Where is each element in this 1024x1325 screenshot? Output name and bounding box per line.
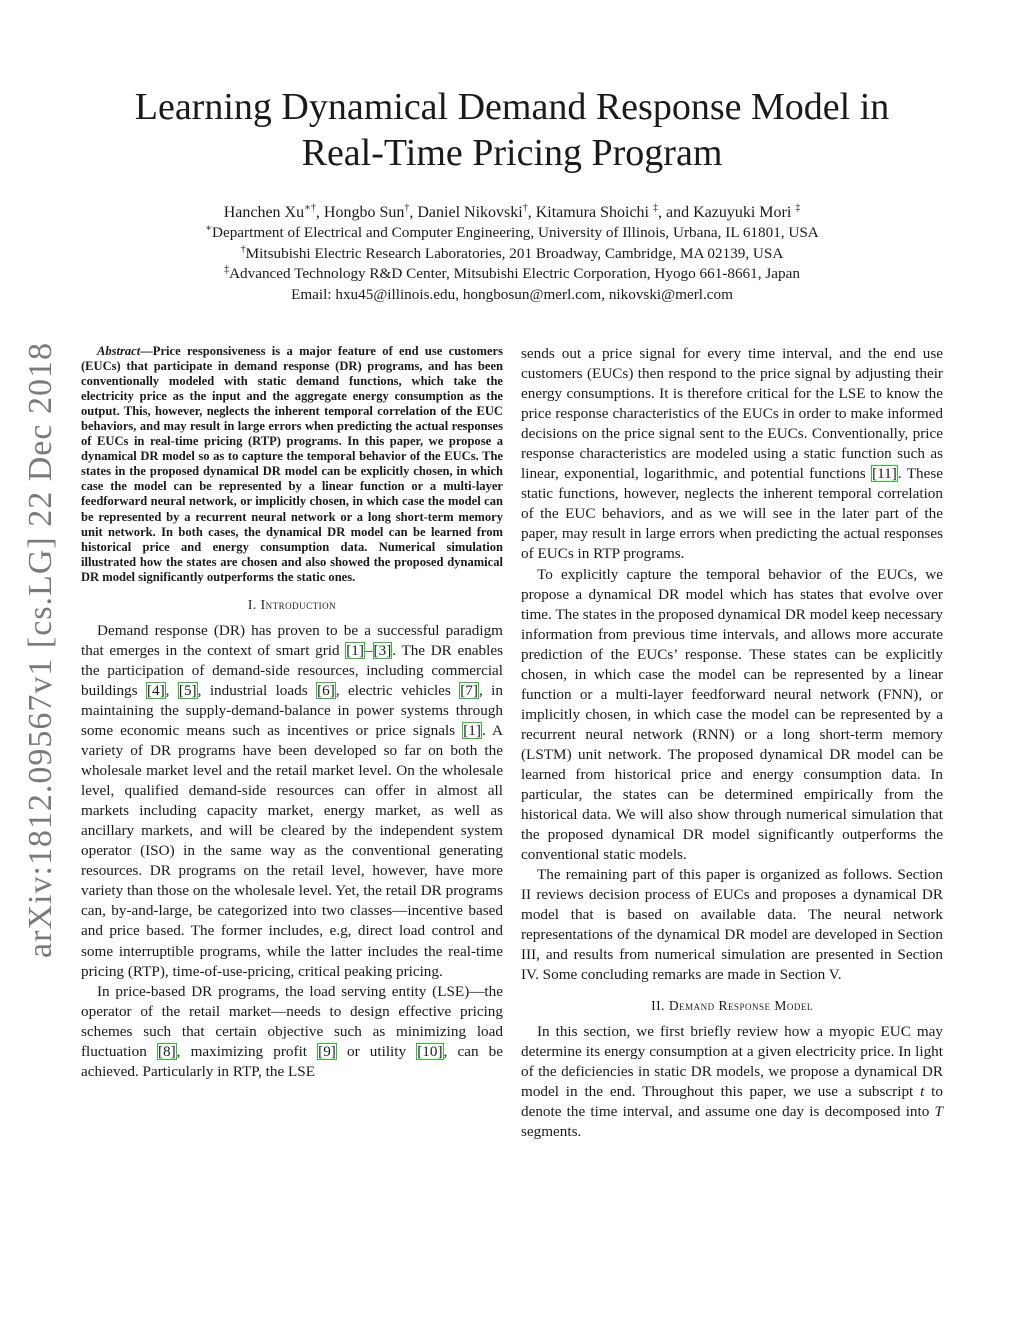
author-name: , Hongbo Sun (315, 204, 405, 221)
author-name: Hanchen Xu (223, 204, 305, 221)
author-list (80, 202, 944, 223)
intro-paragraph-2 (81, 982, 503, 1082)
text-run: to denote the time interval, and assume one day is decomposed into (521, 1082, 943, 1120)
email-line: Email: hxu45@illinois.edu, hongbosun@merl.com, nikovski@merl.com (291, 285, 733, 303)
text-run: , in maintaining the supply-demand-balance in power systems through some economic means such as incentives or price signals (81, 681, 503, 739)
citation-link[interactable]: [9] (318, 1042, 336, 1060)
arxiv-sidebar (6, 342, 76, 958)
math-variable: t (920, 1082, 925, 1100)
paper-header (80, 84, 944, 305)
affiliation-1 (80, 223, 944, 244)
title-line-1: Learning Dynamical Demand Response Model in (134, 86, 890, 128)
citation-link[interactable]: [11] (872, 465, 897, 483)
citation-link[interactable]: [5] (178, 681, 197, 699)
abstract (81, 344, 503, 585)
intro-paragraph-2-continued (521, 344, 943, 565)
affiliation-text: Mitsubishi Electric Research Laboratories, 201 Broadway, Cambridge, MA 02139, USA (245, 244, 784, 262)
text-run: . These static functions, however, neglects the inherent temporal correlation of the EUC behaviors, and as we will see in the later part of the paper, may result in large errors when predicting the actual responses of EUCs in RTP programs. (521, 465, 943, 563)
text-run: , (165, 681, 178, 699)
citation-link[interactable]: [6] (317, 681, 335, 699)
text-run: In this section, we first briefly review how a myopic EUC may determine its energy consumption at a given electricity price. In light of the deficiencies in static DR models, we propose a dynamical DR model in the end. Throughout this paper, we use a subscript (521, 1022, 943, 1100)
citation-link[interactable]: [1] (346, 641, 364, 659)
text-run: , maximizing profit (176, 1042, 318, 1060)
author-name: , Daniel Nikovski (409, 204, 523, 221)
abstract-label: Abstract (97, 344, 141, 358)
text-run: sends out a price signal for every time interval, and the end use customers (EUCs) then respond to the price signal by adjusting their energy consumptions. It is therefore critical for the LSE to know the price response characteristics of the EUCs in order to make informed decisions on the price signal sent to the EUCs. Conventionally, price response characteristics are modeled using a static function such as linear, exponential, logarithmic, and potential functions (521, 345, 943, 483)
citation-link[interactable]: [4] (146, 681, 165, 699)
citation-link[interactable]: [1] (463, 721, 481, 739)
math-variable: T (934, 1102, 943, 1120)
author-name: , and Kazuyuki Mori (658, 204, 796, 221)
text-run: . A variety of DR programs have been developed so far on both the wholesale market level and the retail market level. On the wholesale level, qualified demand-side resources can offer in almost all markets including capacity market, energy market, as well as ancillary markets, and will be cleared by the independent system operator (ISO) in the same way as the conventional generating resources. DR programs on the retail level, however, have more variety than those on the wholesale level. Yet, the retail DR programs can, by-and-large, be categorized into two classes—incentive based and price based. The former includes, e.g, direct load control and some interruptible programs, while the latter includes the real-time pricing (RTP), time-of-use-pricing, critical peaking pricing. (81, 721, 503, 980)
text-run: . The DR enables the participation of demand-side resources, including commercial buildings (81, 641, 503, 699)
section-title-demand-response-model: II. Demand Response Model (651, 997, 813, 1013)
text-run: , industrial loads (197, 681, 317, 699)
text-run: , electric vehicles (335, 681, 460, 699)
affiliation-text: Advanced Technology R&D Center, Mitsubishi Electric Corporation, Hyogo 661-8661, Japan (229, 265, 800, 282)
title-line-2: Real-Time Pricing Program (301, 132, 723, 174)
citation-link[interactable]: [7] (460, 681, 478, 699)
author-mark: ‡ (653, 202, 658, 214)
text-run: Demand response (DR) has proven to be a successful paradigm that emerges in the context of smart grid (81, 621, 503, 659)
text-run: – (364, 641, 373, 659)
author-mark: ‡ (795, 202, 801, 214)
abstract-text: —Price responsiveness is a major feature of end use customers (EUCs) that participate in demand response (DR) programs, and has been conventionally modeled with static demand functions, which take the electricity price as the input and the aggregate energy consumption as the output. This, however, neglects the inherent temporal correlation of the EUC behaviors, and may result in large errors when predicting the actual responses of EUCs in real-time pricing (RTP) programs. In this paper, we propose a dynamical DR model so as to capture the temporal behavior of the EUCs. The states in the proposed dynamical DR model can be explicitly chosen, in which case the model can be represented by a linear function or a multi-layer feedforward neural network, or implicitly chosen, in which case the model can be represented by a recurrent neural network or a long short-term memory unit network. In both cases, the dynamical DR model can be learned from historical price and energy consumption data. Numerical simulation illustrated how the states are chosen and also showed the proposed dynamical DR model significantly outperforms the static ones. (81, 344, 503, 584)
paper-title (80, 84, 944, 176)
author-mark: ∗† (304, 202, 316, 214)
author-name: , Kitamura Shoichi (527, 204, 653, 221)
affiliation-3 (80, 264, 944, 285)
intro-paragraph-4: The remaining part of this paper is organized as follows. Section II reviews decision process of EUCs and proposes a dynamical DR model that is based on available data. The neural network representations of the dynamical DR model are developed in Section III, and results from numerical simulation are presented in Section IV. Some concluding remarks are made in Section V. (521, 866, 943, 984)
affiliation-mark: ∗ (205, 222, 212, 234)
intro-paragraph-3: To explicitly capture the temporal behavior of the EUCs, we propose a dynamical DR model which has states that evolve over time. The states in the proposed dynamical DR model keep necessary information from previous time intervals, and allows more accurate prediction of the EUCs’ response. These states can be explicitly chosen, in which case the model can be represented by a linear function or a multi-layer feedforward neural network (FNN), or implicitly chosen, in which case the model can be represented by a recurrent neural network (RNN) or a long short-term memory (LSTM) unit network. The proposed dynamical DR model can be learned from historical price and energy consumption data. In particular, the states can be determined empirically from the historical data. We will also show through numerical simulation that the proposed dynamical DR model significantly outperforms the conventional static models. (521, 565, 943, 864)
affiliation-mark: † (240, 243, 246, 255)
arxiv-stamp: arXiv:1812.09567v1 [cs.LG] 22 Dec 2018 (22, 342, 59, 958)
citation-link[interactable]: [3] (373, 641, 392, 659)
section-title-introduction: I. Introduction (247, 596, 337, 612)
intro-paragraph-1 (81, 621, 503, 982)
left-column (81, 344, 503, 1082)
affiliation-2 (80, 244, 944, 265)
author-mark: † (522, 202, 528, 214)
right-column (521, 344, 943, 1142)
text-run: , can be achieved. Particularly in RTP, the LSE (81, 1042, 504, 1080)
affiliation-text: Department of Electrical and Computer Engineering, University of Illinois, Urbana, IL 61801, USA (212, 224, 819, 241)
author-mark: † (404, 202, 410, 214)
text-run: or utility (336, 1042, 417, 1060)
text-run: segments. (521, 1122, 582, 1140)
text-run: In price-based DR programs, the load serving entity (LSE)—the operator of the retail market—needs to design effective pricing schemes such that certain objective such as minimizing load fluctuation (81, 982, 503, 1060)
model-paragraph-1 (521, 1022, 943, 1142)
citation-link[interactable]: [8] (157, 1042, 176, 1060)
citation-link[interactable]: [10] (417, 1042, 443, 1060)
affiliation-mark: ‡ (224, 263, 230, 275)
